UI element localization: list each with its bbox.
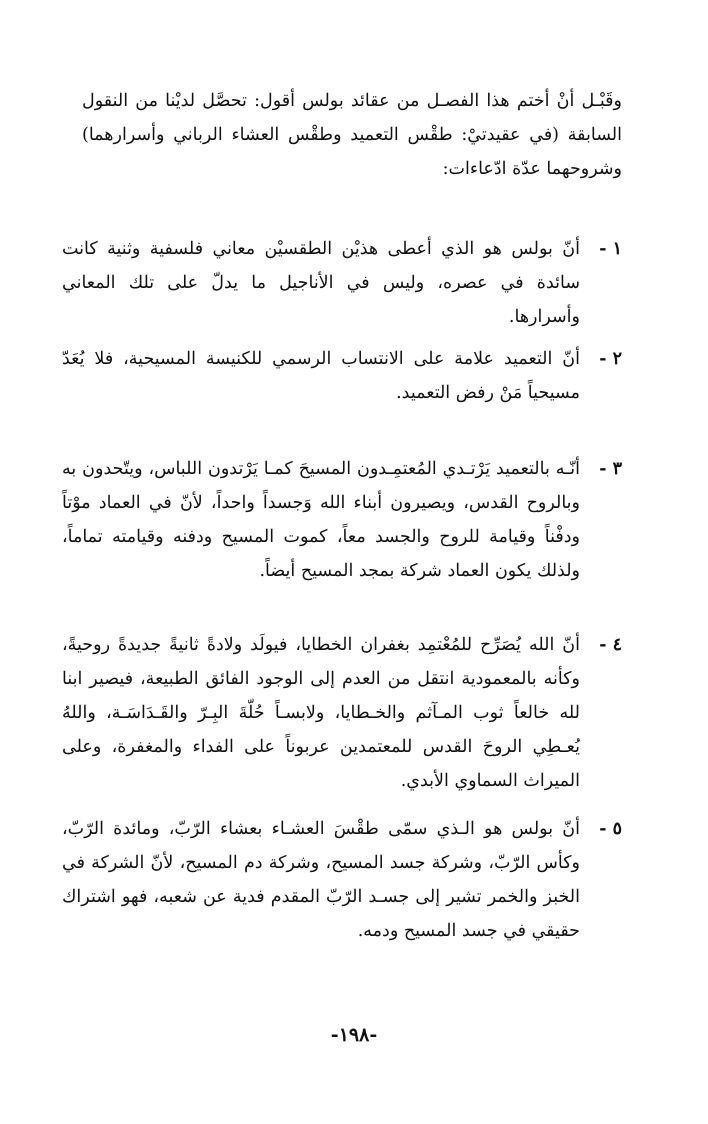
- item-number: ٥ -: [599, 819, 622, 839]
- item-text: أنّ بولس هو الـذي سمّى طقْسَ العشـاء بعشاء الرّبّ، ومائدة الرّبّ، وكأس الرّبّ، وشركة جسد المسيح، وشركة دم المسيح، لأنّ الشركة في الخبز والخمر تشير إلى جسـد الرّبّ المقدم فدية عن شعبه، فهو اشتراك حقيقي في جسد المسيح ودمه.: [62, 819, 580, 941]
- list-item: [62, 812, 622, 948]
- page-number: -١٩٨-: [330, 1024, 378, 1046]
- item-text: أنّـه بالتعميد يَرْتـدي المُعتمِـدون المسيحَ كمـا يَرْتدون اللباس، ويتّحدون به وبالروح القدس، ويصيرون أبناء الله وَجسداً واحداً، لأنّ في العماد موْتاً ودفْناً وقيامة للروح والجسد معاً، كموت المسيح ودفنه وقيامته تماماً، ولذلك يكون العماد شركة بمجد المسيح أيضاً.: [62, 459, 580, 581]
- item-number: ١ -: [599, 239, 622, 259]
- item-text: أنّ التعميد علامة على الانتساب الرسمي للكنيسة المسيحية، فلا يُعَدّ مسيحياً مَنْ رفض التعميد.: [62, 349, 580, 403]
- item-text: أنّ الله يُصَرِّح للمُعْتمِد بغفران الخطايا، فيولَد ولادةً ثانيةً جديدةً روحيةً، وكأنه بالمعمودية انتقل من العدم إلى الوجود الفائق الطبيعة، فيصير ابنا لله خالعاً ثوب المـآثم والخـطايا، ولابسـاً حُلّةَ البِـرّ والقَـدَاسَـة، واللهُ يُعـطِي الروحَ القدس للمعتمدين عربوناً على الفداء والمغفرة، وعلى الميراث السماوي الأبدي.: [62, 635, 580, 791]
- item-text: أنّ بولس هو الذي أعطى هذيْن الطقسيْن معاني فلسفية وثنية كانت سائدة في عصره، وليس في الأناجيل ما يدلّ على تلك المعاني وأسرارها.: [62, 239, 580, 327]
- list-item: [62, 232, 622, 334]
- list-item: [62, 452, 622, 588]
- item-number: ٣ -: [599, 459, 622, 479]
- intro-paragraph: وقَبْـل أنْ أختم هذا الفصـل من عقائد بولس أقول: تحصَّل لديْنا من النقول السابقة (في عقيدتيْ: طقْس التعميد وطقْس العشاء الرباني وأسرارهما) وشروحهما عدّة ادّعاءات:: [82, 91, 622, 179]
- item-number: ٤ -: [599, 635, 622, 655]
- list-item: [62, 628, 622, 798]
- item-number: ٢ -: [599, 349, 622, 369]
- list-item: [62, 342, 622, 410]
